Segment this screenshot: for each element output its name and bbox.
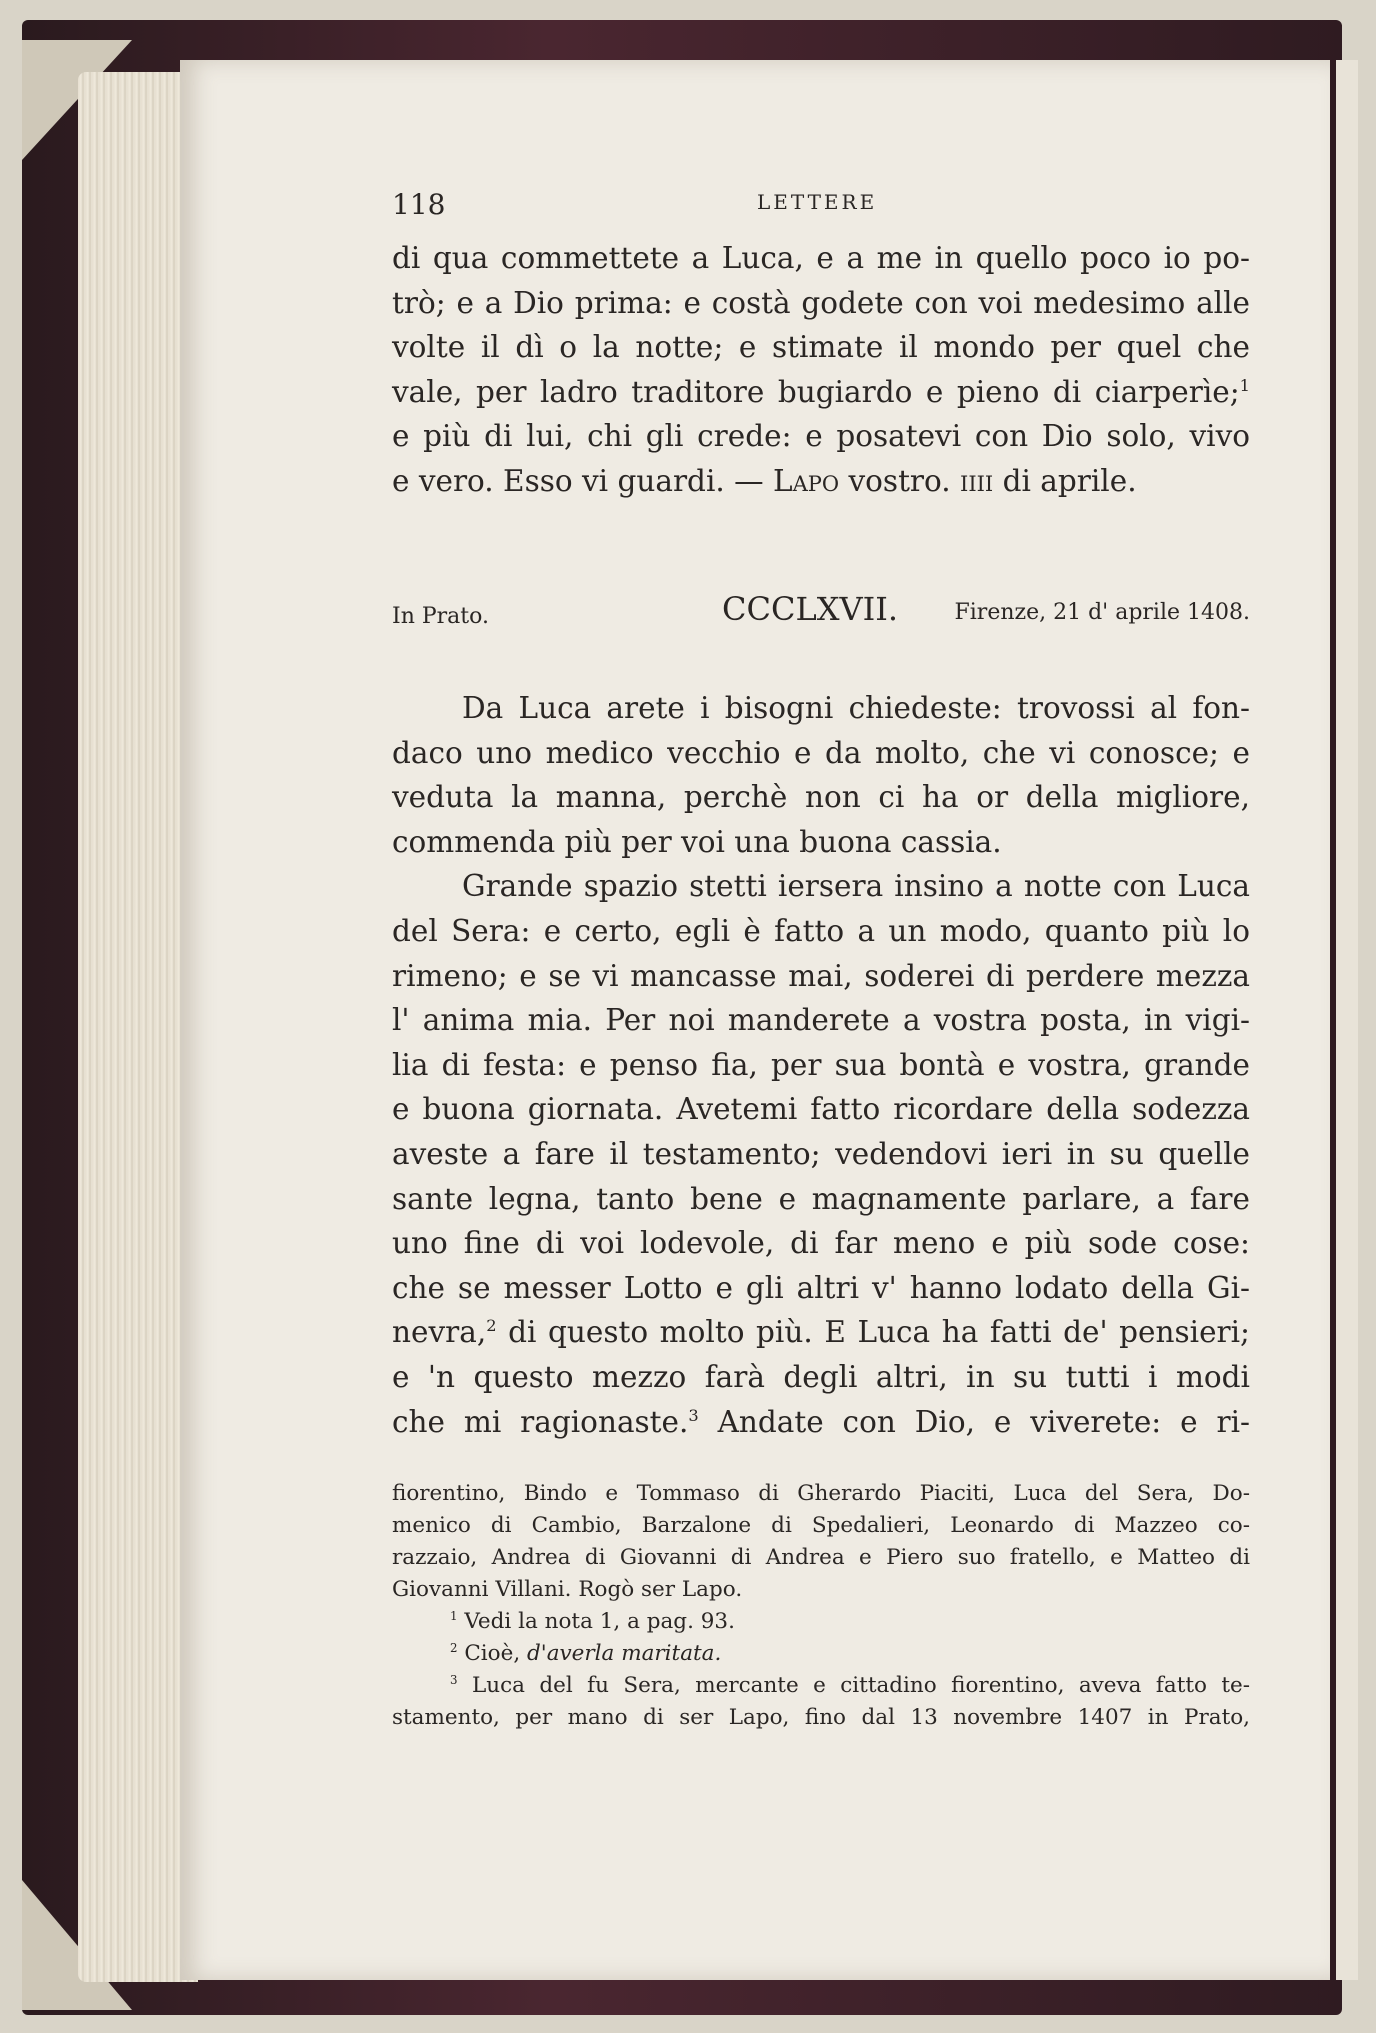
text-line: rimeno; e se vi mancasse mai, soderei di perdere mezza — [392, 958, 1250, 993]
text-line: commenda più per voi una buona cassia. — [392, 824, 1002, 859]
footnote-line: menico di Cambio, Barzalone di Spedalieri, Leonardo di Mazzeo co- — [392, 1513, 1250, 1538]
footnote-1: $^1$ Vedi la nota 1, a pag. 93. — [450, 1608, 735, 1634]
roman-date: iiii — [960, 463, 994, 498]
text-line: nevra,$^2$ di questo molto più. E Luca ha fatti de' pensieri; — [392, 1315, 1250, 1350]
text-line: aveste a fare il testamento; vedendovi ieri in su quelle — [392, 1136, 1250, 1171]
paragraph-continuation — [392, 236, 1250, 504]
letter-date: Firenze, 21 d' aprile 1408. — [954, 600, 1250, 625]
footnote-line: fiorentino, Bindo e Tommaso di Gherardo Piaciti, Luca del Sera, Do- — [392, 1481, 1250, 1506]
text-line: Grande spazio stetti iersera insino a notte con Luca — [462, 869, 1250, 904]
text-line: l' anima mia. Per noi manderete a vostra posta, in vigi- — [392, 1003, 1250, 1038]
text-line: e vero. Esso vi guardi. — Lapo vostro. iiii di aprile. — [392, 463, 1137, 498]
text-line: del Sera: e certo, egli è fatto a un modo, quanto più lo — [392, 913, 1250, 948]
text-line: lia di festa: e penso fia, per sua bontà e vostra, grande — [392, 1047, 1250, 1082]
text-line: Da Luca arete i bisogni chiedeste: trovossi al fon- — [462, 691, 1250, 725]
running-title: LETTERE — [757, 190, 878, 214]
text-line: volte il dì o la notte; e stimate il mondo per quel che — [392, 330, 1250, 365]
next-page-strip — [1336, 60, 1358, 1980]
letter-body — [392, 686, 1250, 1444]
footnote-mark: 1 — [1239, 375, 1250, 395]
text-line: e buona giornata. Avetemi fatto ricordare della sodezza — [392, 1092, 1250, 1127]
signature-name: Lapo — [773, 463, 840, 498]
footnote-line: razzaio, Andrea di Giovanni di Andrea e Piero suo fratello, e Matteo di — [392, 1545, 1250, 1570]
text-line: e più di lui, chi gli crede: e posatevi con Dio solo, vivo — [392, 419, 1250, 454]
text-line: e 'n questo mezzo farà degli altri, in su tutti i modi — [392, 1359, 1250, 1394]
footnotes — [392, 1478, 1250, 1734]
text-line: che se messer Lotto e gli altri v' hanno lodato della Gi- — [392, 1270, 1250, 1305]
footnote-mark: 3 — [688, 1405, 699, 1425]
footnote-line: stamento, per mano di ser Lapo, fino dal 13 novembre 1407 in Prato, — [392, 1705, 1250, 1730]
footnote-2: $^2$ Cioè, d'averla maritata. — [450, 1640, 722, 1666]
letter-heading — [392, 590, 1250, 640]
footnote-3: $^3$ Luca del fu Sera, mercante e cittadino fiorentino, aveva fatto te- — [450, 1672, 1250, 1698]
page-number: 118 — [392, 188, 446, 221]
running-header — [392, 188, 1250, 228]
text-line: trò; e a Dio prima: e costà godete con voi medesimo alle — [392, 285, 1250, 320]
text-line: veduta la manna, perchè non ci ha or della migliore, — [392, 780, 1250, 815]
text-line: vale, per ladro traditore bugiardo e pieno di ciarperìe;$^1$ — [392, 374, 1250, 409]
text-line: uno fine di voi lodevole, di far meno e più sode cose: — [392, 1226, 1250, 1261]
text-line: di qua commettete a Luca, e a me in quello poco io po- — [392, 241, 1250, 275]
footnote-mark: 2 — [486, 1316, 497, 1336]
text-line: sante legna, tanto bene e magnamente parlare, a fare — [392, 1181, 1250, 1216]
letter-number: CCCLXVII. — [722, 590, 899, 628]
footnote-line: Giovanni Villani. Rogò ser Lapo. — [392, 1577, 743, 1602]
text-line: che mi ragionaste.$^3$ Andate con Dio, e viverete: e ri- — [392, 1404, 1250, 1439]
letter-destination: In Prato. — [392, 604, 489, 629]
text-line: daco uno medico vecchio e da molto, che vi conosce; e — [392, 735, 1250, 770]
